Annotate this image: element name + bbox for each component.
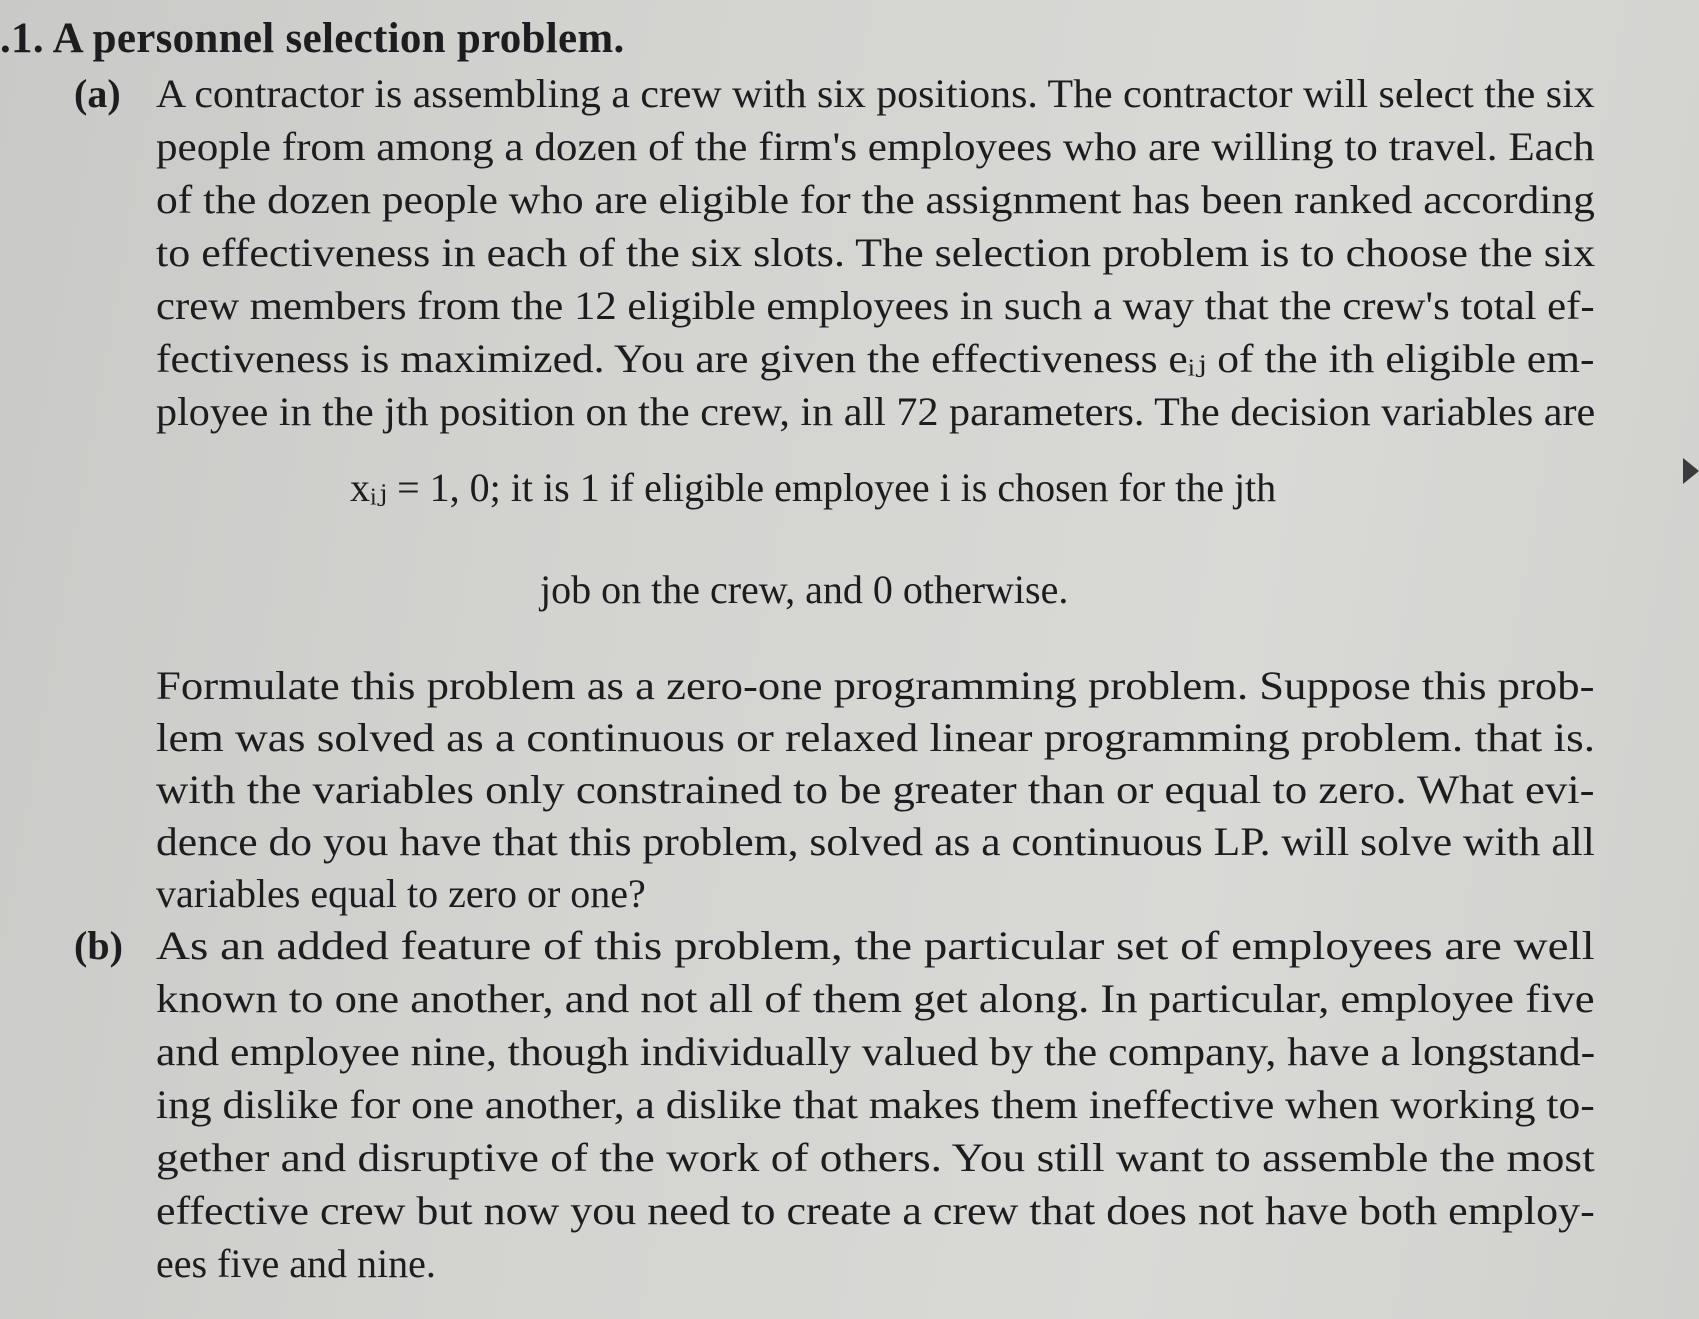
mouse-cursor-icon <box>1683 458 1699 484</box>
part-a-line: to effectiveness in each of the six slots. The selection problem is to choose the six <box>156 230 1596 275</box>
part-a-line: variables equal to zero or one? <box>156 871 646 916</box>
equation-line: xᵢⱼ = 1, 0; it is 1 if eligible employee i is chosen for the jth <box>350 465 1277 510</box>
part-a-line: people from among a dozen of the firm's employees who are willing to travel. Each <box>156 124 1595 169</box>
part-a-label: (a) <box>74 71 121 116</box>
part-b-label: (b) <box>74 923 123 968</box>
part-b-line: As an added feature of this problem, the particular set of employees are well <box>156 923 1595 968</box>
part-b-line: and employee nine, though individually valued by the company, have a longstand- <box>156 1029 1596 1074</box>
part-a-line: dence do you have that this problem, solved as a continuous LP. will solve with all <box>156 819 1595 864</box>
part-a-line: lem was solved as a continuous or relaxed linear programming problem. that is. <box>156 715 1596 760</box>
part-a-line: with the variables only constrained to be greater than or equal to zero. What evi- <box>156 767 1595 812</box>
part-b-line: known to one another, and not all of them get along. In particular, employee five <box>156 976 1595 1021</box>
part-a-line: crew members from the 12 eligible employees in such a way that the crew's total ef- <box>156 283 1595 328</box>
part-a-line: Formulate this problem as a zero-one programming problem. Suppose this prob- <box>156 663 1595 708</box>
problem-heading: .1. A personnel selection problem. <box>0 15 625 62</box>
part-b-line: gether and disruptive of the work of others. You still want to assemble the most <box>156 1135 1595 1180</box>
equation-line: job on the crew, and 0 otherwise. <box>540 567 1069 612</box>
part-a-line: ployee in the jth position on the crew, in all 72 parameters. The decision variables are <box>156 389 1596 434</box>
part-b-line: ing dislike for one another, a dislike that makes them ineffective when working to- <box>156 1082 1595 1127</box>
part-b-line: effective crew but now you need to create a crew that does not have both employ- <box>156 1188 1595 1233</box>
part-a-line: of the dozen people who are eligible for the assignment has been ranked according <box>156 177 1595 222</box>
part-a-line: fectiveness is maximized. You are given the effectiveness eᵢⱼ of the ith eligible em- <box>156 336 1595 381</box>
part-b-line: ees five and nine. <box>156 1241 436 1286</box>
part-a-line: A contractor is assembling a crew with six positions. The contractor will select the six <box>156 71 1595 116</box>
